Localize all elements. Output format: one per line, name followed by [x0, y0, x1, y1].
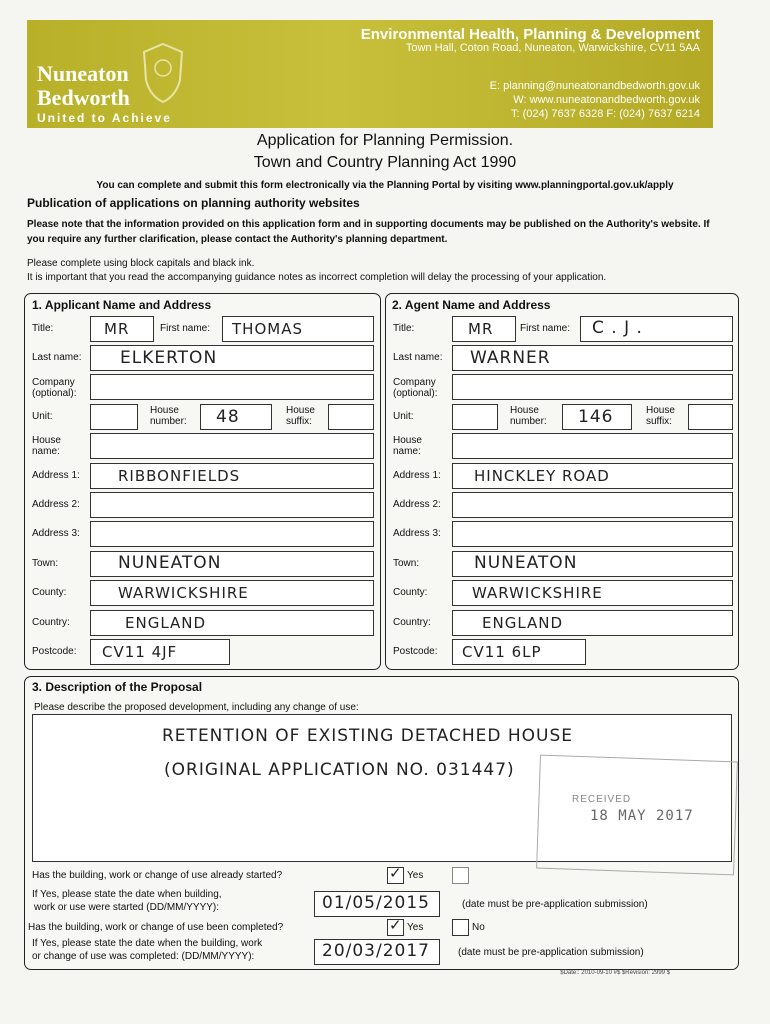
publication-heading: Publication of applications on planning authority websites: [27, 196, 360, 210]
agent-house-name-field[interactable]: [452, 433, 733, 459]
stamp-label: RECEIVED: [572, 794, 632, 805]
logo-line2: Bedworth: [37, 85, 130, 110]
completed-no-label: No: [472, 922, 485, 933]
crest-icon: [138, 40, 188, 106]
started-date-note: (date must be pre-application submission): [462, 899, 648, 910]
org-address: Town Hall, Coton Road, Nuneaton, Warwickshire, CV11 5AA: [405, 42, 700, 54]
applicant-heading: 1. Applicant Name and Address: [32, 298, 212, 312]
applicant-house-name-field[interactable]: [90, 433, 374, 459]
agent-company-optional: (optional):: [393, 388, 438, 399]
proposal-heading: 3. Description of the Proposal: [32, 680, 203, 694]
applicant-postcode-value: CV11 4JF: [102, 643, 178, 661]
proposal-description-line2: (ORIGINAL APPLICATION NO. 031447): [164, 760, 515, 780]
q-started: Has the building, work or change of use already started?: [32, 870, 283, 881]
agent-address2-field[interactable]: [452, 492, 733, 518]
applicant-first-name-value: THOMAS: [232, 320, 303, 338]
applicant-title-value: MR: [104, 320, 130, 338]
agent-postcode-value: CV11 6LP: [462, 643, 542, 661]
applicant-last-name-value: ELKERTON: [120, 348, 218, 368]
applicant-address3-field[interactable]: [90, 521, 374, 547]
completed-no-checkbox[interactable]: [452, 919, 469, 936]
agent-address3-label: Address 3:: [393, 528, 441, 539]
applicant-number-label: number:: [150, 416, 187, 427]
agent-country-label: Country:: [393, 617, 431, 628]
applicant-company-label: Company: [32, 377, 75, 388]
started-date-value: 01/05/2015: [322, 893, 430, 913]
completed-yes-tick-icon: ✓: [389, 917, 402, 934]
applicant-unit-field[interactable]: [90, 404, 138, 430]
proposal-description-line1: RETENTION OF EXISTING DETACHED HOUSE: [162, 726, 573, 746]
q-completed-date-1: If Yes, please state the date when the building, work: [32, 938, 263, 949]
agent-town-label: Town:: [393, 558, 420, 569]
applicant-company-optional: (optional):: [32, 388, 77, 399]
org-name: Environmental Health, Planning & Development: [360, 26, 700, 43]
tagline: United to Achieve: [37, 111, 172, 125]
portal-note: You can complete and submit this form electronically via the Planning Portal by visiting www.planningportal.gov.uk/apply: [96, 180, 674, 191]
agent-country-value: ENGLAND: [482, 614, 564, 632]
agent-house-label: House: [510, 405, 539, 416]
applicant-county-label: County:: [32, 587, 67, 598]
agent-house-suffix-label1: House: [646, 405, 675, 416]
agent-house-name-label2: name:: [393, 446, 421, 457]
contact-phone: T: (024) 7637 6328 F: (024) 7637 6214: [511, 108, 700, 120]
agent-unit-field[interactable]: [452, 404, 498, 430]
agent-house-name-label1: House: [393, 435, 422, 446]
footer-revision: $Date:: 2010-09-10 #$ $Revision: 2999 $: [560, 970, 670, 976]
applicant-company-field[interactable]: [90, 374, 374, 400]
applicant-address2-label: Address 2:: [32, 499, 80, 510]
agent-company-field[interactable]: [452, 374, 733, 400]
started-yes-tick-icon: ✓: [389, 865, 402, 882]
agent-first-name-label: First name:: [520, 323, 571, 334]
applicant-house-suffix-label1: House: [286, 405, 315, 416]
applicant-town-value: NUNEATON: [118, 553, 222, 573]
agent-address3-field[interactable]: [452, 521, 733, 547]
form-subtitle: Town and Country Planning Act 1990: [253, 154, 517, 171]
instructions-line2: It is important that you read the accompanying guidance notes as incorrect completion will delay the processing of your application.: [27, 272, 607, 283]
q-completed-date-2: or change of use was completed: (DD/MM/YYYY):: [32, 951, 255, 962]
applicant-house-name-label1: House: [32, 435, 61, 446]
agent-unit-label: Unit:: [393, 411, 414, 422]
applicant-house-suffix-label2: suffix:: [286, 416, 312, 427]
agent-address1-label: Address 1:: [393, 470, 441, 481]
q-completed: Has the building, work or change of use been completed?: [28, 922, 284, 933]
agent-county-value: WARWICKSHIRE: [472, 584, 603, 602]
contact-web: W: www.nuneatonandbedworth.gov.uk: [513, 94, 700, 106]
agent-last-name-label: Last name:: [393, 352, 443, 363]
completed-date-note: (date must be pre-application submission): [458, 947, 644, 958]
agent-town-value: NUNEATON: [474, 553, 578, 573]
stamp-date: 18 MAY 2017: [590, 808, 694, 824]
agent-heading: 2. Agent Name and Address: [392, 298, 551, 312]
publication-note: Please note that the information provided on this application form and in supporting documents may be published on the Authority's website. If you require any further clarification, please contact the Authority's planning department.: [27, 219, 710, 245]
instructions-line1: Please complete using block capitals and black ink.: [27, 258, 255, 269]
logo-line1: Nuneaton: [37, 61, 129, 86]
agent-first-name-value: C . J .: [592, 318, 643, 338]
applicant-unit-label: Unit:: [32, 411, 53, 422]
applicant-first-name-label: First name:: [160, 323, 211, 334]
applicant-address1-label: Address 1:: [32, 470, 80, 481]
completed-date-value: 20/03/2017: [322, 941, 430, 961]
agent-address1-value: HINCKLEY ROAD: [474, 467, 610, 485]
applicant-house-suffix-field[interactable]: [328, 404, 374, 430]
completed-yes-label: Yes: [407, 922, 424, 933]
proposal-prompt: Please describe the proposed development, including any change of use:: [34, 702, 359, 713]
applicant-county-value: WARWICKSHIRE: [118, 584, 249, 602]
agent-company-label: Company: [393, 377, 436, 388]
started-yes-label: Yes: [407, 870, 424, 881]
contact-email: E: planning@nuneatonandbedworth.gov.uk: [489, 80, 700, 92]
applicant-house-label: House: [150, 405, 179, 416]
q-started-date-1: If Yes, please state the date when building,: [32, 889, 222, 900]
agent-number-label: number:: [510, 416, 547, 427]
applicant-address2-field[interactable]: [90, 492, 374, 518]
started-no-checkbox[interactable]: [452, 867, 469, 884]
agent-house-number-value: 146: [578, 407, 614, 427]
agent-title-value: MR: [468, 320, 494, 338]
applicant-house-name-label2: name:: [32, 446, 60, 457]
applicant-address1-value: RIBBONFIELDS: [118, 467, 241, 485]
applicant-house-number-value: 48: [216, 407, 240, 427]
q-started-date-2: work or use were started (DD/MM/YYYY):: [34, 902, 220, 913]
form-title: Application for Planning Permission.: [256, 132, 514, 149]
agent-house-suffix-label2: suffix:: [646, 416, 672, 427]
applicant-address3-label: Address 3:: [32, 528, 80, 539]
agent-address2-label: Address 2:: [393, 499, 441, 510]
applicant-last-name-label: Last name:: [32, 352, 82, 363]
applicant-country-label: Country:: [32, 617, 70, 628]
applicant-town-label: Town:: [32, 558, 59, 569]
agent-title-label: Title:: [393, 323, 415, 334]
agent-county-label: County:: [393, 587, 428, 598]
applicant-country-value: ENGLAND: [125, 614, 207, 632]
applicant-title-label: Title:: [32, 323, 54, 334]
applicant-postcode-label: Postcode:: [32, 646, 77, 657]
agent-last-name-value: WARNER: [470, 348, 551, 368]
agent-house-suffix-field[interactable]: [688, 404, 733, 430]
agent-postcode-label: Postcode:: [393, 646, 438, 657]
